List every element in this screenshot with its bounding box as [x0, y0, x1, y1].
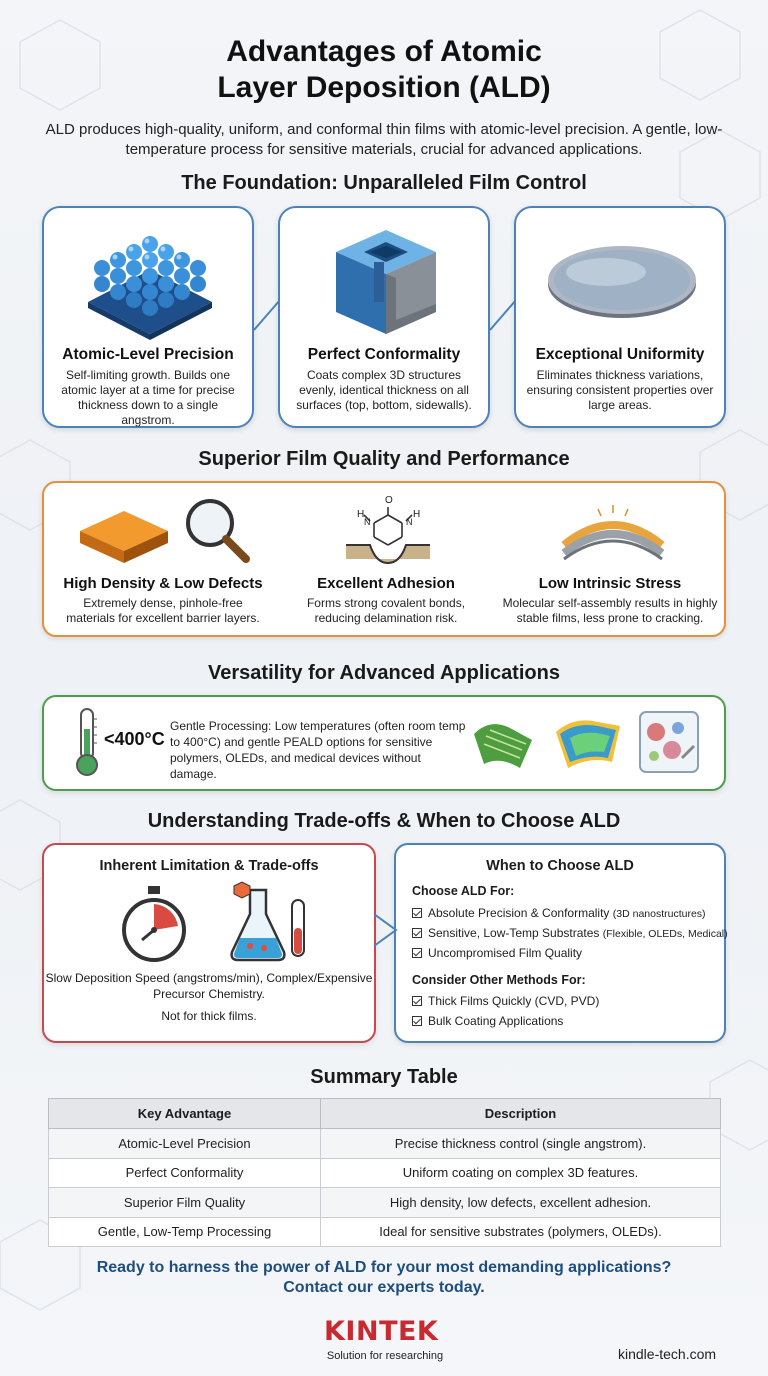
table-cell: Perfect Conformality [49, 1158, 321, 1188]
choose-heading: Choose ALD For: [412, 884, 515, 898]
foundation-heading: The Foundation: Unparalleled Film Control [181, 172, 587, 194]
limitation-description: Slow Deposition Speed (angstroms/min), Complex/Expensive Precursor Chemistry. [45, 971, 373, 1001]
cta-line-2: Contact our experts today. [283, 1279, 485, 1296]
check-icon [412, 928, 422, 938]
table-cell: High density, low defects, excellent adhesion. [321, 1188, 721, 1218]
quality-heading: Superior Film Quality and Performance [198, 448, 570, 470]
table-row [49, 1188, 721, 1218]
summary-table [48, 1098, 721, 1247]
molecule-label-h: H [413, 509, 421, 520]
temperature-label: <400°C [104, 729, 165, 749]
card-description: Eliminates thickness variations, ensuring consistent properties over large areas. [526, 368, 714, 412]
versatility-heading: Versatility for Advanced Applications [208, 662, 560, 684]
oled-display-icon [550, 712, 624, 774]
check-icon [412, 908, 422, 918]
table-cell: Atomic-Level Precision [49, 1129, 321, 1159]
table-cell: Gentle, Low-Temp Processing [49, 1217, 321, 1247]
tradeoffs-heading: Understanding Trade-offs & When to Choose ALD [147, 810, 621, 832]
other-item: Thick Films Quickly (CVD, PVD) [412, 994, 599, 1008]
medical-device-icon [638, 710, 700, 774]
other-item: Bulk Coating Applications [412, 1014, 563, 1028]
table-row [49, 1129, 721, 1159]
check-icon [412, 948, 422, 958]
card-perfect-conformality [278, 206, 490, 428]
call-to-action[interactable] [40, 1258, 728, 1298]
table-header-row [49, 1099, 721, 1129]
brand-logo: KINTEK [324, 1316, 439, 1347]
3d-structure-icon [326, 222, 446, 340]
molecule-label-n: N [406, 517, 413, 527]
card-title: Atomic-Level Precision [62, 346, 234, 363]
versatility-description: Gentle Processing: Low temperatures (often room temp to 400°C) and gentle PEALD options for sensitive polymers, OLEDs, and medical devices without damage. [170, 719, 466, 781]
table-cell: Superior Film Quality [49, 1188, 321, 1218]
molecule-label-h: H [357, 509, 365, 520]
brand-tagline: Solution for researching [326, 1350, 444, 1362]
choose-item: Sensitive, Low-Temp Substrates (Flexible, OLEDs, Medical) [412, 926, 728, 940]
molecule-label-n: N [364, 517, 371, 527]
column-header: Description [321, 1099, 721, 1129]
limitation-title: Inherent Limitation & Trade-offs [99, 858, 319, 874]
card-title: Perfect Conformality [307, 346, 461, 363]
choose-item: Uncompromised Film Quality [412, 946, 582, 960]
summary-heading: Summary Table [310, 1066, 458, 1088]
subtitle: ALD produces high-quality, uniform, and conformal thin films with atomic-level precision. A gentle, low-temperature process for sensitive materials, crucial for advanced applications. [45, 121, 723, 158]
atom-grid-icon [84, 222, 216, 340]
stress-layers-icon [558, 501, 668, 565]
quality-title: Excellent Adhesion [317, 575, 455, 592]
title-line-1: Advantages of Atomic [226, 35, 542, 68]
check-icon [412, 996, 422, 1006]
title-line-2: Layer Deposition (ALD) [217, 71, 551, 104]
when-title: When to Choose ALD [486, 858, 634, 874]
adhesion-molecule-icon [340, 495, 436, 571]
molecule-label-o: O [385, 495, 393, 506]
flexible-circuit-icon [470, 712, 536, 774]
card-title: Exceptional Uniformity [535, 346, 705, 363]
table-row [49, 1158, 721, 1188]
card-exceptional-uniformity [514, 206, 726, 428]
card-description: Coats complex 3D structures evenly, identical thickness on all surfaces (top, bottom, sidewalls). [296, 368, 472, 412]
table-cell: Uniform coating on complex 3D features. [321, 1158, 721, 1188]
stopwatch-icon [116, 884, 192, 964]
choose-item: Absolute Precision & Conformality (3D nanostructures) [412, 906, 706, 920]
table-row [49, 1217, 721, 1247]
wafer-icon [546, 238, 698, 322]
cta-line-1: Ready to harness the power of ALD for your most demanding applications? [96, 1259, 672, 1276]
quality-description: Extremely dense, pinhole-free materials for excellent barrier layers. [66, 596, 260, 625]
other-heading: Consider Other Methods For: [412, 973, 586, 987]
chemistry-flask-icon [220, 880, 312, 964]
column-header: Key Advantage [49, 1099, 321, 1129]
quality-description: Molecular self-assembly results in highly stable films, less prone to cracking. [502, 596, 718, 625]
panel-connector [370, 910, 400, 950]
website-link[interactable]: kindle-tech.com [618, 1346, 717, 1362]
limitation-note: Not for thick films. [161, 1009, 257, 1023]
check-icon [412, 1016, 422, 1026]
table-cell: Precise thickness control (single angstrom). [321, 1129, 721, 1159]
card-atomic-precision [42, 206, 254, 428]
quality-panel [42, 481, 726, 637]
quality-description: Forms strong covalent bonds, reducing delamination risk. [306, 596, 466, 625]
quality-title: High Density & Low Defects [63, 575, 263, 592]
card-description: Self-limiting growth. Builds one atomic layer at a time for precise thickness down to a single angstrom. [61, 368, 235, 427]
table-cell: Ideal for sensitive substrates (polymers, OLEDs). [321, 1217, 721, 1247]
thermometer-icon [72, 707, 102, 779]
magnifier-icon [182, 495, 254, 567]
quality-title: Low Intrinsic Stress [538, 575, 682, 592]
